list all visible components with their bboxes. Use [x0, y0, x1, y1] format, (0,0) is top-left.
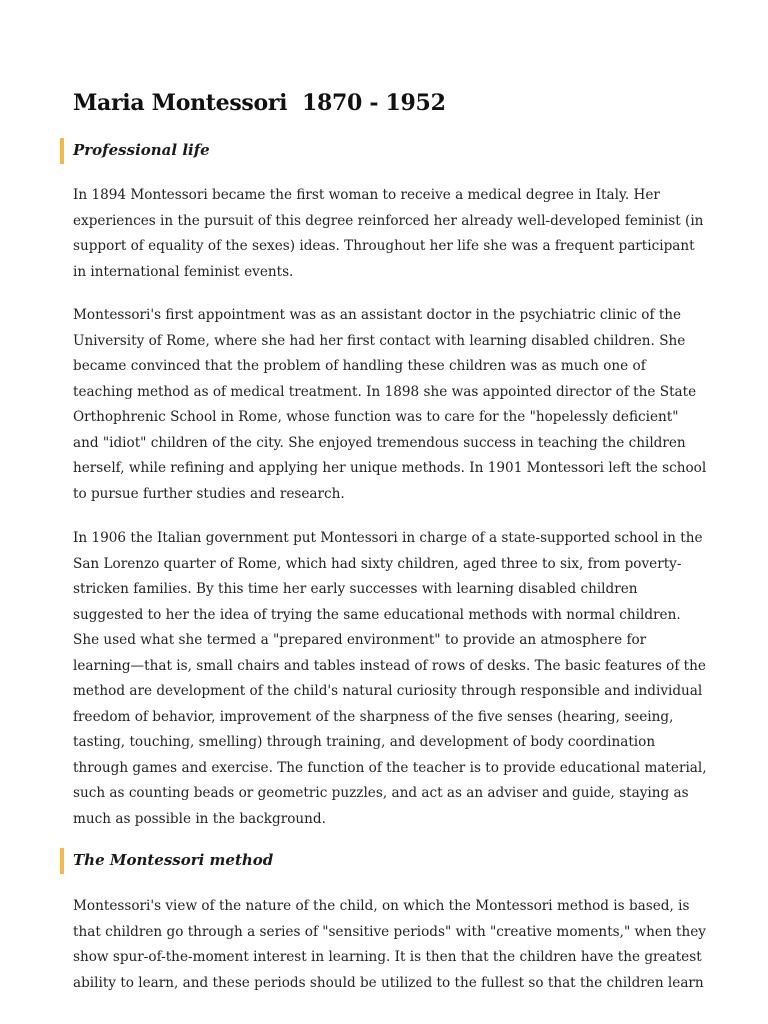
paragraph-line: suggested to her the idea of trying the same educational methods with normal children. [73, 606, 681, 623]
paragraph-line: San Lorenzo quarter of Rome, which had sixty children, aged three to six, from poverty- [73, 555, 682, 572]
paragraph-line: much as possible in the background. [73, 810, 326, 827]
section-heading-professional-life [60, 138, 700, 164]
paragraph-line: that children go through a series of "sensitive periods" with "creative moments," when they [73, 923, 706, 940]
paragraph-line: experiences in the pursuit of this degree reinforced her already well-developed feminist (in [73, 212, 704, 229]
paragraph [73, 526, 705, 832]
paragraph-line: teaching method as of medical treatment. In 1898 she was appointed director of the State [73, 383, 697, 400]
section-heading-montessori-method [60, 848, 700, 874]
paragraph-line: University of Rome, where she had her first contact with learning disabled children. She [73, 332, 686, 349]
paragraph [73, 303, 705, 507]
paragraph-line: freedom of behavior, improvement of the sharpness of the five senses (hearing, seeing, [73, 708, 674, 725]
paragraph-line: tasting, touching, smelling) through training, and development of body coordination [73, 734, 656, 750]
paragraph-line: In 1906 the Italian government put Montessori in charge of a state-supported school in the [73, 530, 703, 546]
paragraph-line: herself, while refining and applying her unique methods. In 1901 Montessori left the school [73, 460, 707, 476]
paragraph-line: She used what she termed a "prepared environment" to provide an atmosphere for [73, 632, 647, 648]
paragraph-line: method are development of the child's natural curiosity through responsible and individual [73, 683, 703, 699]
paragraph-line: such as counting beads or geometric puzzles, and act as an adviser and guide, staying as [73, 785, 689, 801]
section-heading-text: Professional life [73, 141, 210, 159]
paragraph-line: learning—that is, small chairs and tables instead of rows of desks. The basic features of the [73, 657, 706, 674]
paragraph [73, 894, 705, 996]
paragraph-line: Orthophrenic School in Rome, whose function was to care for the "hopelessly deficient" [73, 409, 679, 425]
paragraph-line: to pursue further studies and research. [73, 485, 345, 502]
paragraph-line: and "idiot" children of the city. She enjoyed tremendous success in teaching the children [73, 434, 686, 451]
paragraph [73, 183, 705, 285]
paragraph-line: stricken families. By this time her early successes with learning disabled children [73, 581, 638, 597]
paragraph-line: support of equality of the sexes) ideas. Throughout her life she was a frequent participant [73, 238, 695, 254]
heading-accent-bar [60, 138, 64, 164]
paragraph-line: Montessori's view of the nature of the child, on which the Montessori method is based, is [73, 898, 690, 914]
paragraph-line: in international feminist events. [73, 263, 294, 280]
paragraph-line: show spur-of-the-moment interest in learning. It is then that the children have the greatest [73, 949, 702, 965]
paragraph-line: through games and exercise. The function of the teacher is to provide educational material, [73, 759, 707, 776]
heading-accent-bar [60, 848, 64, 874]
section-heading-text: The Montessori method [73, 851, 274, 869]
page-title: Maria Montessori 1870 - 1952 [73, 90, 446, 116]
paragraph-line: Montessori's first appointment was as an assistant doctor in the psychiatric clinic of the [73, 307, 682, 323]
paragraph-line: In 1894 Montessori became the first woman to receive a medical degree in Italy. Her [73, 187, 660, 203]
paragraph-line: became convinced that the problem of handling these children was as much one of [73, 358, 646, 374]
paragraph-line: ability to learn, and these periods should be utilized to the fullest so that the children learn [73, 974, 704, 991]
